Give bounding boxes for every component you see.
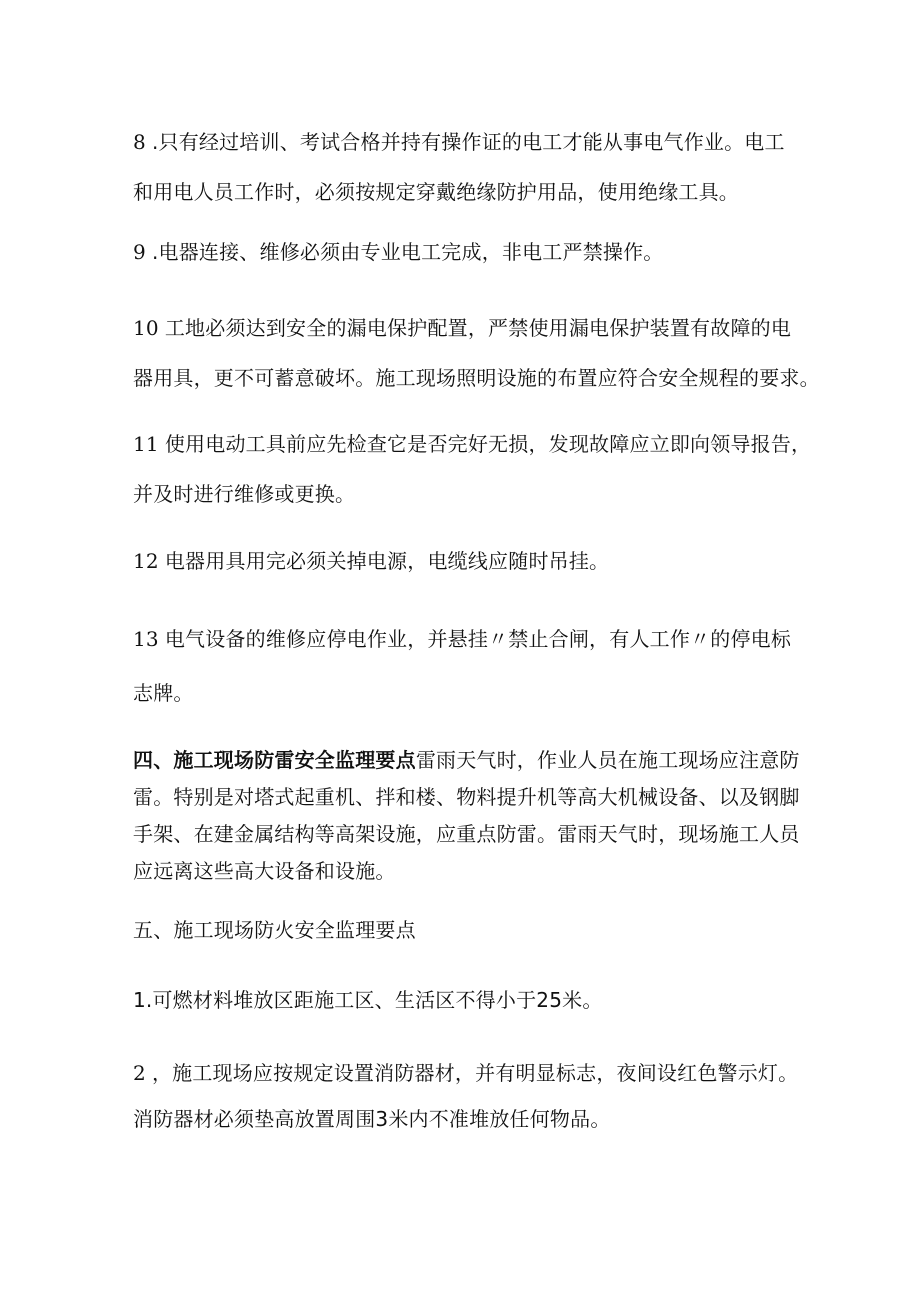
paragraph-line: 并及时进行维修或更换。 <box>133 482 356 506</box>
paragraph-line <box>133 742 800 779</box>
fire-item-1 <box>133 982 793 1018</box>
paragraph-line <box>133 543 793 579</box>
paragraph-line: 和用电人员工作时，必须按规定穿戴绝缘防护用品，使用绝缘工具。 <box>133 180 739 204</box>
paragraph-line: 器用具，更不可蓄意破坏。施工现场照明设施的布置应符合安全规程的要求。 <box>133 366 820 390</box>
item-number: 10 <box>133 316 159 340</box>
paragraph-line <box>133 419 812 469</box>
section-heading: 四、施工现场防雷安全监理要点 <box>133 748 416 772</box>
item-number: 13 <box>133 627 159 651</box>
paragraph-text: 使用电动工具前应先检查它是否完好无损，发现故障应立即向领导报告， <box>164 432 812 456</box>
paragraph-line <box>133 117 793 167</box>
paragraph-line: 志牌。 <box>133 681 194 705</box>
section-lightning-protection <box>133 742 800 890</box>
paragraph-line: 消防器材必须垫高放置周围3米内不准堆放任何物品。 <box>133 1107 611 1131</box>
item-number: 9 <box>133 240 146 264</box>
paragraph-line <box>133 234 793 270</box>
paragraph-11 <box>133 419 812 519</box>
paragraph-line <box>133 303 793 353</box>
paragraph-text: .只有经过培训、考试合格并持有操作证的电工才能从事电气作业。电工 <box>151 130 785 154</box>
paragraph-line: 雷。特别是对塔式起重机、拌和楼、物料提升机等高大机械设备、以及钢脚 <box>133 785 800 809</box>
item-number: 11 <box>133 432 159 456</box>
section-heading: 五、施工现场防火安全监理要点 <box>133 918 416 942</box>
paragraph-text: ，施工现场应按规定设置消防器材，并有明显标志，夜间设红色警示灯。 <box>151 1061 799 1085</box>
paragraph-text: 电器用具用完必须关掉电源，电缆线应随时吊挂。 <box>164 549 610 573</box>
paragraph-text: .电器连接、维修必须由专业电工完成，非电工严禁操作。 <box>151 240 664 264</box>
paragraph-9 <box>133 234 793 270</box>
paragraph-text: 电气设备的维修应停电作业，并悬挂〃禁止合闸，有人工作〃的停电标 <box>164 627 792 651</box>
fire-item-2 <box>133 1050 799 1142</box>
paragraph-8 <box>133 117 793 217</box>
paragraph-10 <box>133 303 820 403</box>
paragraph-text: 雷雨天气时，作业人员在施工现场应注意防 <box>415 748 800 772</box>
section-fire-prevention-heading <box>133 912 793 948</box>
paragraph-text: 1.可燃材料堆放区距施工区、生活区不得小于25米。 <box>133 988 603 1012</box>
paragraph-12 <box>133 543 793 579</box>
paragraph-text: 工地必须达到安全的漏电保护配置，严禁使用漏电保护装置有故障的电 <box>164 316 792 340</box>
paragraph-line: 应远离这些高大设备和设施。 <box>133 859 396 883</box>
paragraph-line: 手架、在建金属结构等高架设施，应重点防雷。雷雨天气时，现场施工人员 <box>133 822 800 846</box>
item-number: 12 <box>133 549 159 573</box>
item-number: 2 <box>133 1061 146 1085</box>
item-number: 8 <box>133 130 146 154</box>
paragraph-line <box>133 1050 799 1096</box>
paragraph-line <box>133 612 793 666</box>
paragraph-13 <box>133 612 793 720</box>
